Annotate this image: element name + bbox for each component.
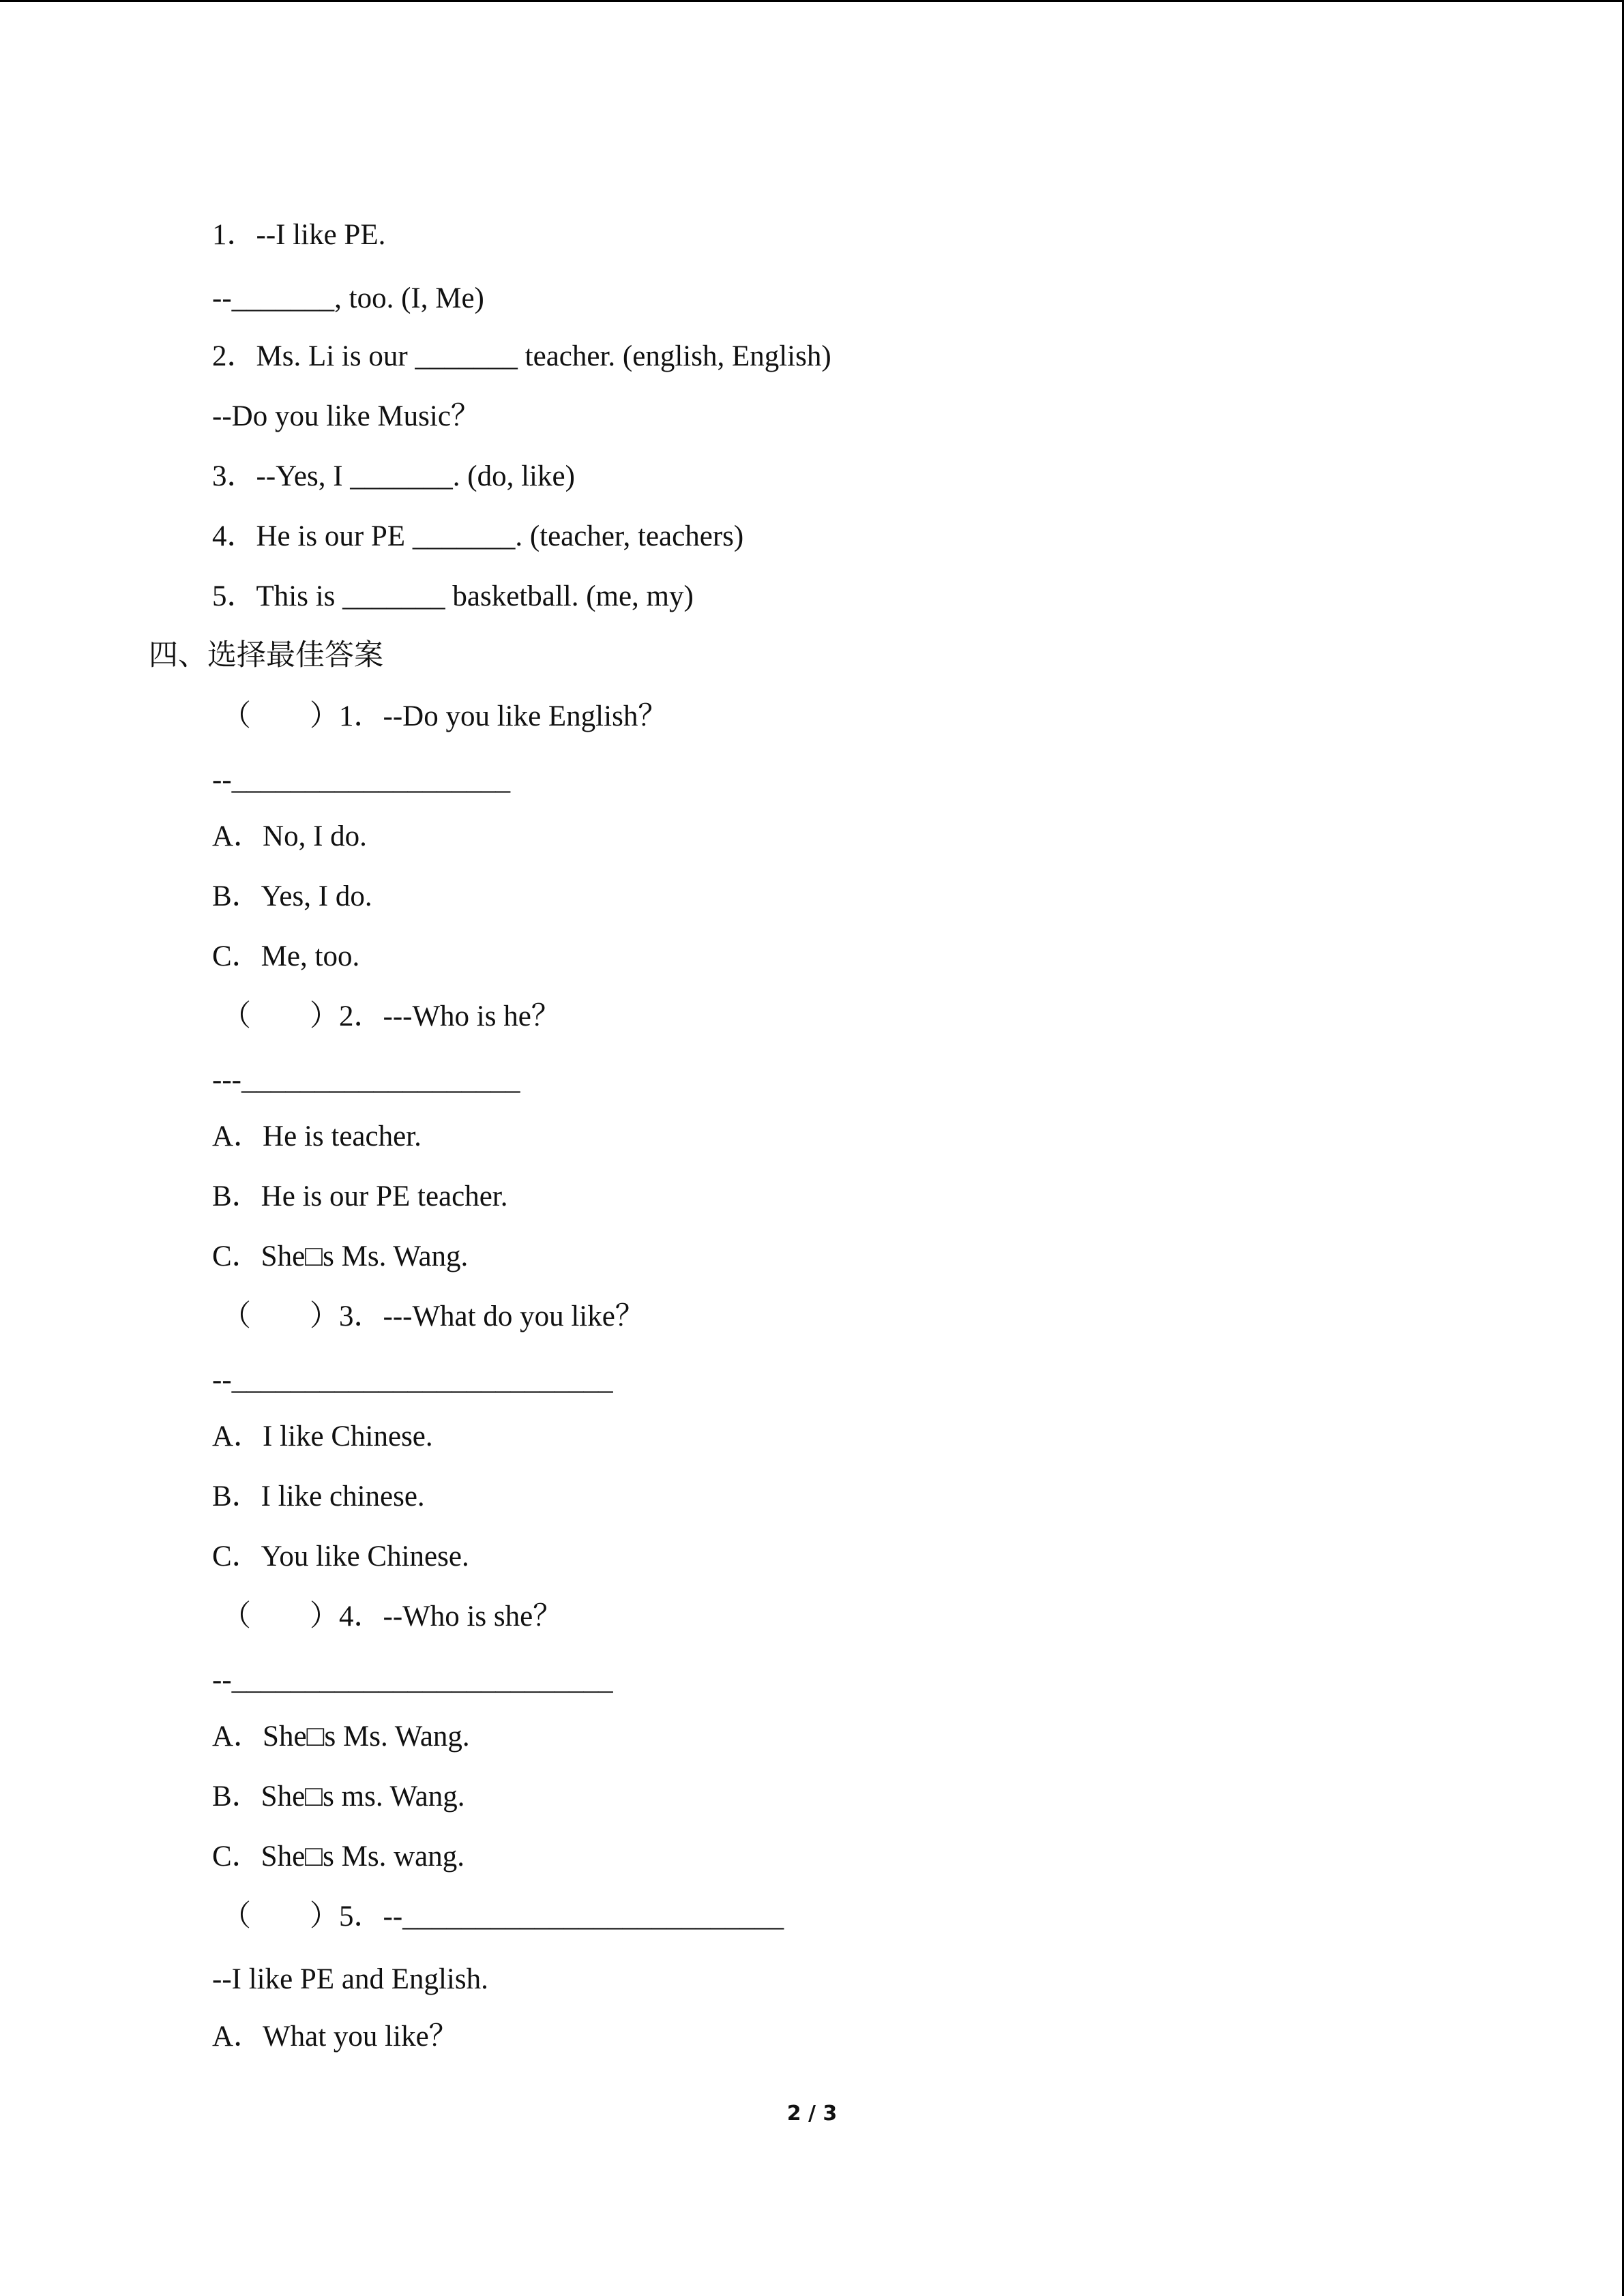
fill-in-line-5: 3．--Yes, I _______. (do, like) [212,460,575,492]
q3-stem: （ ）3．---What do you like？ [222,1300,645,1332]
q5-option-a: A．What you like？ [212,2021,458,2053]
q5-stem: （ ）5．--__________________________ [222,1900,784,1933]
q4-answer-line: --__________________________ [212,1664,613,1696]
q3-option-c: C．You like Chinese. [212,1540,469,1572]
q4-option-b: B．She□s ms. Wang. [212,1780,465,1813]
q1-stem: （ ）1．--Do you like English？ [222,700,668,732]
fill-in-line-7: 5．This is _______ basketball. (me, my) [212,580,694,612]
q1-option-b: B．Yes, I do. [212,880,372,912]
q2-stem: （ ）2．---Who is he？ [222,1000,561,1032]
fill-in-line-1: 1．--I like PE. [212,219,386,251]
fill-in-line-6: 4．He is our PE _______. (teacher, teachers) [212,520,744,552]
section-4-heading: 四、选择最佳答案 [149,640,383,672]
page-top-border [0,0,1624,2]
q4-stem: （ ）4．--Who is she？ [222,1600,563,1632]
q3-option-b: B．I like chinese. [212,1480,425,1512]
q1-option-c: C．Me, too. [212,940,360,972]
q4-option-a: A．She□s Ms. Wang. [212,1720,470,1753]
fill-in-line-3: 2．Ms. Li is our _______ teacher. (english, English) [212,340,831,372]
q1-answer-line: --___________________ [212,764,511,796]
fill-in-line-2: --_______, too. (I, Me) [212,282,484,314]
q1-option-a: A．No, I do. [212,820,367,852]
q2-option-c: C．She□s Ms. Wang. [212,1240,469,1272]
q5-answer-line: --I like PE and English. [212,1963,488,1995]
q3-option-a: A．I like Chinese. [212,1420,433,1452]
page-number: 2 / 3 [786,2102,838,2126]
q3-answer-line: --__________________________ [212,1364,613,1396]
fill-in-line-4: --Do you like Music？ [212,400,480,432]
q2-option-b: B．He is our PE teacher. [212,1180,508,1212]
q2-option-a: A．He is teacher. [212,1120,422,1152]
q4-option-c: C．She□s Ms. wang. [212,1840,464,1873]
q2-answer-line: ---___________________ [212,1064,520,1096]
